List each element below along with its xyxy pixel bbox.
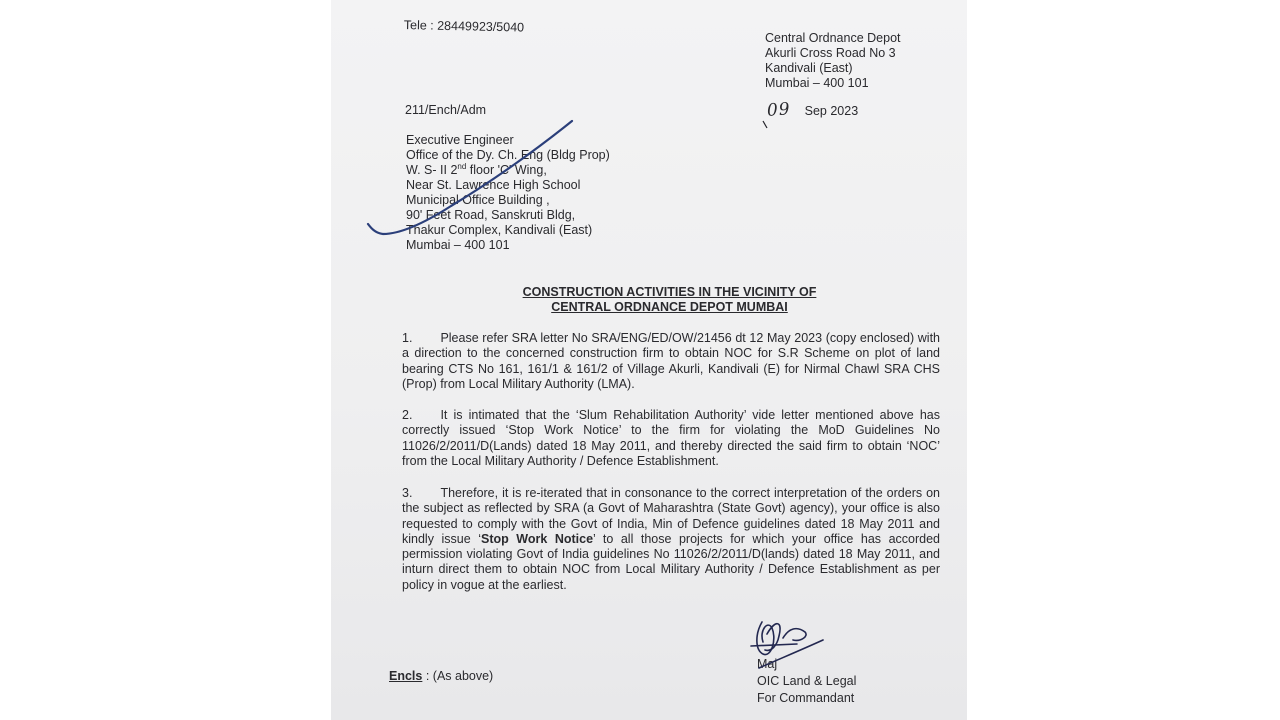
signature-block (757, 656, 856, 707)
letter-page (331, 0, 967, 720)
sender-line: Kandivali (East) (765, 61, 853, 75)
sender-address (765, 31, 901, 91)
addressee-line: W. S- II 2nd floor 'C' Wing, (406, 161, 547, 177)
date-underline (763, 121, 767, 128)
reference-number: 211/Ench/Adm (405, 103, 487, 117)
paragraph-text: It is intimated that the ‘Slum Rehabilitation Authority’ vide letter mentioned above has correctly issued ‘Stop Work Notice’ to the firm for violating the MoD Guidelines No 11026/2/2011/D(Lands) dated 18 May 2011, and thereby directed the said firm to obtain ‘NOC’ from the Local Military Authority / Defence Establishment. (402, 408, 940, 468)
telephone-number: Tele : 28449923/5040 (403, 18, 525, 35)
addressee-block (406, 133, 610, 253)
addressee-line: Near St. Lawrence High School (406, 178, 581, 192)
signatory-title: OIC Land & Legal (757, 674, 857, 688)
addressee-line: 90' Feet Road, Sanskruti Bldg, (406, 208, 576, 222)
paragraph-emphasis: Stop Work Notice (480, 531, 594, 546)
handwritten-day: 09 (766, 99, 792, 121)
paragraph-text: Therefore, it is re-iterated that in consonance to the correct interpretation of the orders on the subject as reflected by SRA (a Govt of Maharashtra (State Govt) agency), your office is also requested to comply with the Govt of India, Min of Defence guidelines dated 18 May 2011 and kindly issue ‘ (402, 486, 940, 546)
sender-line: Central Ordnance Depot (765, 31, 901, 45)
enclosures (389, 669, 493, 684)
addressee-line: Municipal Office Building , (406, 193, 550, 207)
date-month-year: Sep 2023 (804, 104, 859, 118)
signatory-rank: Maj (757, 657, 778, 671)
letter-date (766, 99, 859, 121)
paragraph-1 (402, 331, 940, 392)
paragraph-text: ’ to all those projects for which your office has accorded permission violating Govt of India guidelines No 11026/2/2011/D(lands) dated 18 May 2011, and inturn direct them to obtain NOC from Local Military Authority / Defence Establishment as per policy in vogue at the earliest. (402, 531, 940, 592)
subject-heading (481, 285, 858, 315)
paragraph-3 (402, 486, 940, 593)
sender-line: Mumbai – 400 101 (765, 76, 869, 90)
enclosures-value: : (As above) (422, 669, 494, 683)
paragraph-number: 3. (402, 486, 413, 500)
paragraph-number: 1. (402, 331, 413, 345)
addressee-line: Thakur Complex, Kandivali (East) (406, 223, 593, 237)
enclosures-label: Encls (389, 669, 423, 683)
subject-line: CONSTRUCTION ACTIVITIES IN THE VICINITY OF (522, 285, 817, 299)
sender-line: Akurli Cross Road No 3 (765, 46, 896, 60)
signatory-for: For Commandant (757, 691, 855, 705)
subject-line: CENTRAL ORDNANCE DEPOT MUMBAI (551, 300, 788, 314)
addressee-line: Executive Engineer (406, 133, 514, 147)
paragraph-number: 2. (402, 408, 413, 422)
paragraph-2 (402, 408, 940, 469)
addressee-line: Mumbai – 400 101 (406, 238, 510, 252)
addressee-line: Office of the Dy. Ch. Eng (Bldg Prop) (406, 148, 610, 162)
paragraph-text: Please refer SRA letter No SRA/ENG/ED/OW/21456 dt 12 May 2023 (copy enclosed) with a direction to the concerned construction firm to obtain NOC for S.R Scheme on plot of land bearing CTS No 161, 161/1 & 161/2 of Village Akurli, Kandivali (E) for Nirmal Chawl SRA CHS (Prop) from Local Military Authority (LMA). (402, 331, 940, 391)
